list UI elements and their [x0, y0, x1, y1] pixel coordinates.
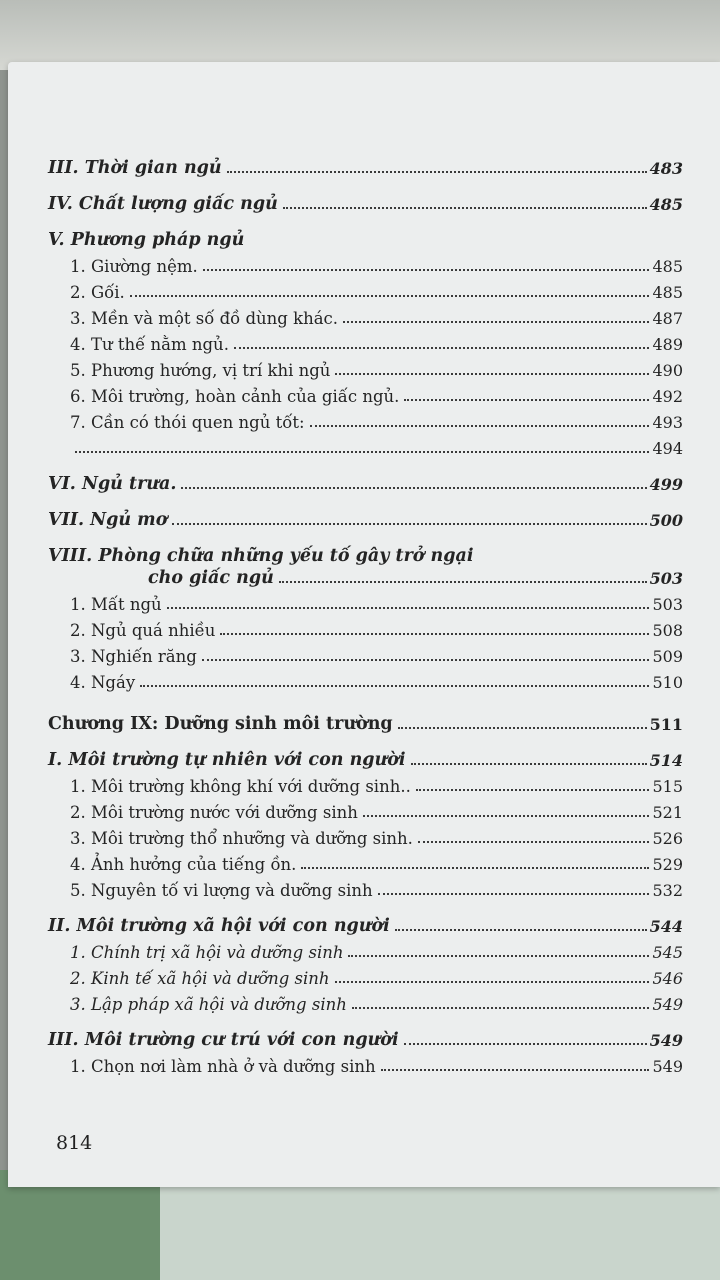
toc-entry-page: 494 — [652, 439, 683, 458]
dot-leader — [75, 451, 649, 453]
toc-entry — [48, 874, 683, 900]
toc-entry-page: 492 — [652, 387, 683, 406]
toc-entry-title: 7. Cần có thói quen ngủ tốt: — [70, 413, 305, 432]
toc-entry — [48, 640, 683, 666]
background-bottom-right — [160, 1185, 720, 1280]
toc-entry-title: cho giấc ngủ — [148, 568, 274, 588]
dot-leader — [335, 373, 649, 375]
toc-entry — [48, 1050, 683, 1076]
dot-leader — [227, 171, 647, 173]
toc-entry-page: 529 — [652, 855, 683, 874]
dot-leader — [167, 607, 650, 609]
toc-entry-title: II. Môi trường xã hội với con người — [48, 916, 390, 936]
toc-entry-title: 4. Tư thế nằm ngủ. — [70, 335, 229, 354]
toc-entry — [48, 354, 683, 380]
dot-leader — [234, 347, 650, 349]
toc-entry-title: 2. Kinh tế xã hội và dưỡng sinh — [70, 969, 330, 988]
toc-entry-title: 1. Giường nệm. — [70, 257, 198, 276]
toc-entry-title: 2. Môi trường nước với dưỡng sinh — [70, 803, 358, 822]
toc-entry-page: 490 — [652, 361, 683, 380]
page-number: 814 — [56, 1132, 93, 1154]
toc-entry-title: 4. Ngáy — [70, 673, 136, 692]
dot-leader — [363, 815, 650, 817]
dot-leader — [220, 633, 649, 635]
book-page — [8, 62, 720, 1187]
dot-leader — [172, 523, 646, 525]
toc-entry-page: 545 — [652, 943, 683, 962]
toc-entry — [48, 178, 683, 214]
toc-entry — [48, 458, 683, 494]
toc-entry — [48, 770, 683, 796]
toc-entry-title: Chương IX: Dưỡng sinh môi trường — [48, 714, 393, 734]
toc-entry — [48, 406, 683, 432]
toc-entry-title: VIII. Phòng chữa những yếu tố gây trở ngại — [48, 546, 474, 566]
toc-entry-title: VII. Ngủ mơ — [48, 510, 168, 530]
toc-entry — [48, 988, 683, 1014]
dot-leader — [404, 399, 649, 401]
toc-entry — [48, 328, 683, 354]
toc-entry-title: 3. Mền và một số đồ dùng khác. — [70, 309, 339, 328]
toc-entry-title: 3. Lập pháp xã hội và dưỡng sinh — [70, 995, 347, 1014]
dot-leader — [283, 207, 647, 209]
toc-entry-page: 549 — [652, 995, 683, 1014]
toc-entry-title: III. Thời gian ngủ — [48, 158, 222, 178]
dot-leader — [310, 425, 650, 427]
toc-entry-page: 487 — [652, 309, 683, 328]
dot-leader — [140, 685, 649, 687]
toc-entry — [48, 276, 683, 302]
toc-entry-page: 510 — [652, 673, 683, 692]
dot-leader — [335, 981, 650, 983]
dot-leader — [130, 295, 650, 297]
toc-entry-title: IV. Chất lượng giấc ngủ — [48, 194, 278, 214]
dot-leader — [343, 321, 649, 323]
toc-entry-title: 1. Môi trường không khí với dưỡng sinh.. — [70, 777, 411, 796]
toc-entry-title: 1. Chính trị xã hội và dưỡng sinh — [70, 943, 344, 962]
toc-entry-title: V. Phương pháp ngủ — [48, 230, 245, 250]
dot-leader — [378, 893, 650, 895]
toc-entry — [48, 848, 683, 874]
toc-entry-title: VI. Ngủ trưa. — [48, 474, 177, 494]
toc-entry-page: 514 — [649, 751, 683, 770]
toc-entry-page: 532 — [652, 881, 683, 900]
toc-entry — [48, 588, 683, 614]
dot-leader — [352, 1007, 650, 1009]
toc-entry — [48, 734, 683, 770]
dot-leader — [398, 727, 647, 729]
toc-entry — [48, 142, 683, 178]
toc-entry — [48, 566, 683, 588]
background-top — [0, 0, 720, 70]
toc-entry — [48, 900, 683, 936]
table-of-contents — [48, 142, 683, 1076]
toc-entry-page: 503 — [649, 569, 683, 588]
toc-entry — [48, 214, 683, 250]
toc-entry — [48, 936, 683, 962]
dot-leader — [348, 955, 649, 957]
dot-leader — [301, 867, 649, 869]
toc-entry-page: 544 — [649, 917, 683, 936]
toc-entry — [48, 666, 683, 692]
dot-leader — [181, 487, 646, 489]
toc-entry-page: 485 — [652, 257, 683, 276]
dot-leader — [381, 1069, 650, 1071]
toc-entry-page: 500 — [649, 511, 683, 530]
toc-entry — [48, 494, 683, 530]
toc-entry-title: 5. Nguyên tố vi lượng và dưỡng sinh — [70, 881, 373, 900]
toc-entry-page: 521 — [652, 803, 683, 822]
toc-entry-page: 493 — [652, 413, 683, 432]
toc-entry — [48, 250, 683, 276]
dot-leader — [418, 841, 650, 843]
dot-leader — [203, 269, 650, 271]
toc-entry-page: 499 — [649, 475, 683, 494]
dot-leader — [279, 581, 647, 583]
toc-entry-page: 526 — [652, 829, 683, 848]
toc-entry-title: 1. Mất ngủ — [70, 595, 162, 614]
dot-leader — [395, 929, 647, 931]
toc-entry — [48, 962, 683, 988]
dot-leader — [202, 659, 650, 661]
toc-entry-page: 511 — [649, 715, 683, 734]
toc-entry — [48, 302, 683, 328]
toc-entry-title: 6. Môi trường, hoàn cảnh của giấc ngủ. — [70, 387, 400, 406]
toc-entry-title: 4. Ảnh hưởng của tiếng ồn. — [70, 855, 297, 874]
toc-entry — [48, 796, 683, 822]
dot-leader — [416, 789, 650, 791]
toc-entry-title: 2. Ngủ quá nhiều — [70, 621, 216, 640]
toc-entry-page: 509 — [652, 647, 683, 666]
toc-entry — [48, 530, 683, 566]
toc-entry-title: 5. Phương hướng, vị trí khi ngủ — [70, 361, 331, 380]
toc-entry-page: 503 — [652, 595, 683, 614]
toc-entry-title: 3. Nghiến răng — [70, 647, 197, 666]
toc-entry — [48, 380, 683, 406]
toc-entry-page: 489 — [652, 335, 683, 354]
toc-entry-title: I. Môi trường tự nhiên với con người — [48, 750, 406, 770]
toc-entry-page: 485 — [649, 195, 683, 214]
dot-leader — [404, 1043, 647, 1045]
toc-entry — [48, 432, 683, 458]
toc-entry-page: 483 — [649, 159, 683, 178]
toc-entry-page: 508 — [652, 621, 683, 640]
toc-entry-page: 549 — [649, 1031, 683, 1050]
toc-entry-page: 515 — [652, 777, 683, 796]
toc-entry — [48, 1014, 683, 1050]
toc-entry-title: 2. Gối. — [70, 283, 125, 302]
toc-entry — [48, 822, 683, 848]
toc-entry-title: 3. Môi trường thổ nhưỡng và dưỡng sinh. — [70, 829, 413, 848]
toc-entry-page: 549 — [652, 1057, 683, 1076]
toc-entry-title: III. Môi trường cư trú với con người — [48, 1030, 399, 1050]
toc-entry-page: 546 — [652, 969, 683, 988]
toc-entry — [48, 692, 683, 734]
toc-entry-title: 1. Chọn nơi làm nhà ở và dưỡng sinh — [70, 1057, 376, 1076]
dot-leader — [411, 763, 647, 765]
toc-entry — [48, 614, 683, 640]
toc-entry-page: 485 — [652, 283, 683, 302]
